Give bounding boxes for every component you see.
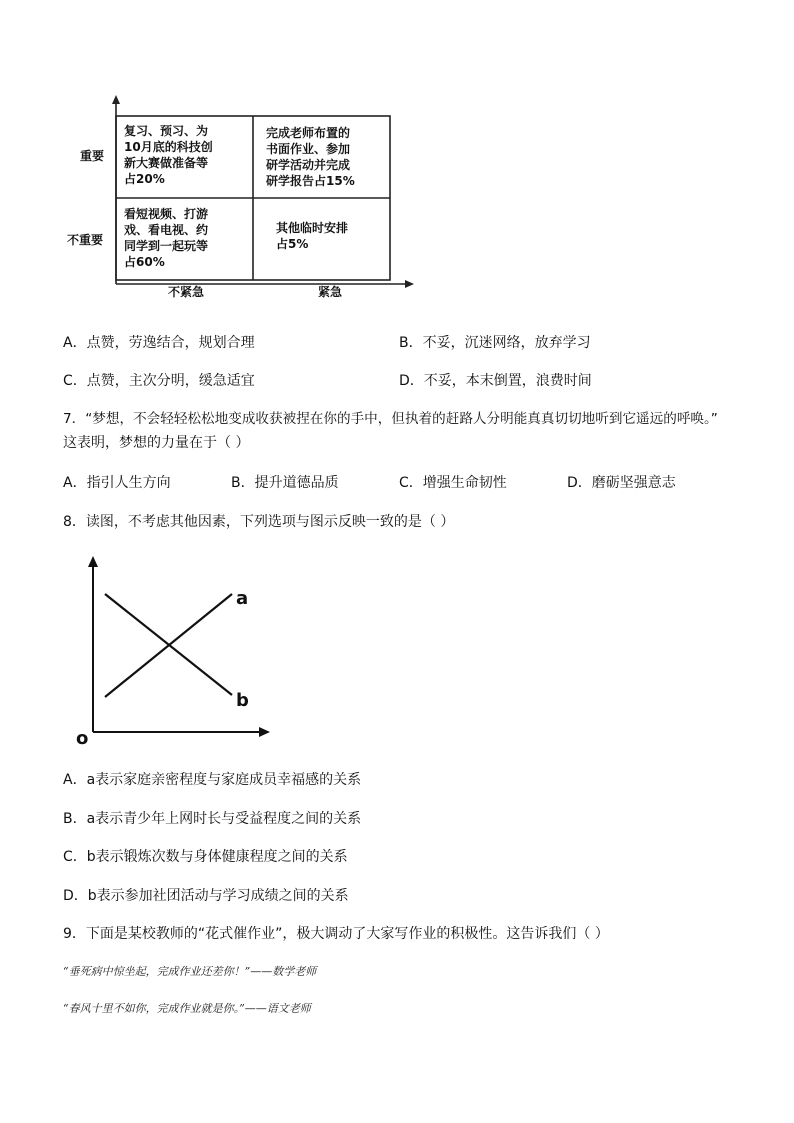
q9-quote-math-teacher: “垂死病中惊坐起，完成作业还差你！”——数学老师 bbox=[63, 965, 317, 978]
q6-option-c[interactable]: C．点赞，主次分明，缓急适宜 bbox=[63, 373, 255, 389]
cell-line: 10月底的科技创 bbox=[124, 140, 213, 154]
cell-line: 同学到一起玩等 bbox=[124, 239, 209, 253]
cell-line: 研学报告占15% bbox=[266, 174, 355, 188]
q8-line-graph bbox=[0, 540, 300, 750]
cell-line: 戏、看电视、约 bbox=[124, 223, 209, 237]
q6-option-d[interactable]: D．不妥，本末倒置，浪费时间 bbox=[399, 373, 592, 389]
cell-line: 复习、预习、为 bbox=[124, 124, 209, 138]
matrix-cell-top-right bbox=[265, 125, 355, 188]
cell-line: 研学活动并完成 bbox=[266, 158, 351, 172]
q9-stem: 9．下面是某校教师的“花式催作业”，极大调动了大家写作业的积极性。这告诉我们（ ） bbox=[63, 926, 609, 942]
matrix-x-label-urgent: 紧急 bbox=[318, 285, 343, 299]
q8-option-d[interactable]: D．b表示参加社团活动与学习成绩之间的关系 bbox=[63, 888, 349, 904]
matrix-x-arrow bbox=[405, 280, 414, 288]
matrix-y-label-important: 重要 bbox=[80, 149, 105, 163]
graph-x-arrow bbox=[259, 727, 270, 737]
matrix-cell-top-left bbox=[124, 123, 213, 186]
graph-label-a: a bbox=[236, 588, 249, 609]
cell-line: 看短视频、打游 bbox=[124, 207, 209, 221]
cell-line: 占20% bbox=[124, 172, 165, 186]
q7-option-b[interactable]: B．提升道德品质 bbox=[231, 475, 339, 491]
q7-option-c[interactable]: C．增强生命韧性 bbox=[399, 475, 507, 491]
matrix-cell-bottom-right bbox=[276, 220, 348, 251]
q8-stem: 8．读图，不考虑其他因素，下列选项与图示反映一致的是（ ） bbox=[63, 514, 455, 530]
graph-y-arrow bbox=[88, 556, 98, 567]
matrix-cell-bottom-left bbox=[124, 206, 208, 269]
graph-origin-label: o bbox=[76, 728, 89, 749]
cell-line: 占5% bbox=[276, 237, 309, 251]
q7-option-d[interactable]: D．磨砺坚强意志 bbox=[567, 475, 676, 491]
graph-label-b: b bbox=[236, 690, 249, 711]
cell-line: 新大赛做准备等 bbox=[124, 156, 209, 170]
q6-option-a[interactable]: A．点赞，劳逸结合，规划合理 bbox=[63, 335, 255, 351]
q8-option-b[interactable]: B．a表示青少年上网时长与受益程度之间的关系 bbox=[63, 811, 362, 827]
q7-option-a[interactable]: A．指引人生方向 bbox=[63, 475, 171, 491]
cell-line: 占60% bbox=[124, 255, 165, 269]
cell-line: 其他临时安排 bbox=[276, 221, 349, 235]
q9-quote-chinese-teacher: “春风十里不如你，完成作业就是你。”——语文老师 bbox=[63, 1002, 311, 1015]
matrix-y-label-not-important: 不重要 bbox=[67, 233, 104, 247]
q7-stem-line2: 这表明，梦想的力量在于（ ） bbox=[63, 435, 250, 451]
priority-matrix-figure bbox=[0, 0, 794, 310]
q8-option-a[interactable]: A．a表示家庭亲密程度与家庭成员幸福感的关系 bbox=[63, 772, 362, 788]
q6-option-b[interactable]: B．不妥，沉迷网络，放弃学习 bbox=[399, 335, 591, 351]
matrix-y-arrow bbox=[112, 95, 120, 104]
cell-line: 书面作业、参加 bbox=[266, 142, 351, 156]
q7-stem-line1: 7．“梦想，不会轻轻松松地变成收获被捏在你的手中，但执着的赶路人分明能真真切切地听到它遥远的呼唤。” bbox=[63, 411, 718, 427]
cell-line: 完成老师布置的 bbox=[266, 126, 351, 140]
matrix-x-label-not-urgent: 不紧急 bbox=[168, 285, 205, 299]
q8-option-c[interactable]: C．b表示锻炼次数与身体健康程度之间的关系 bbox=[63, 849, 348, 865]
